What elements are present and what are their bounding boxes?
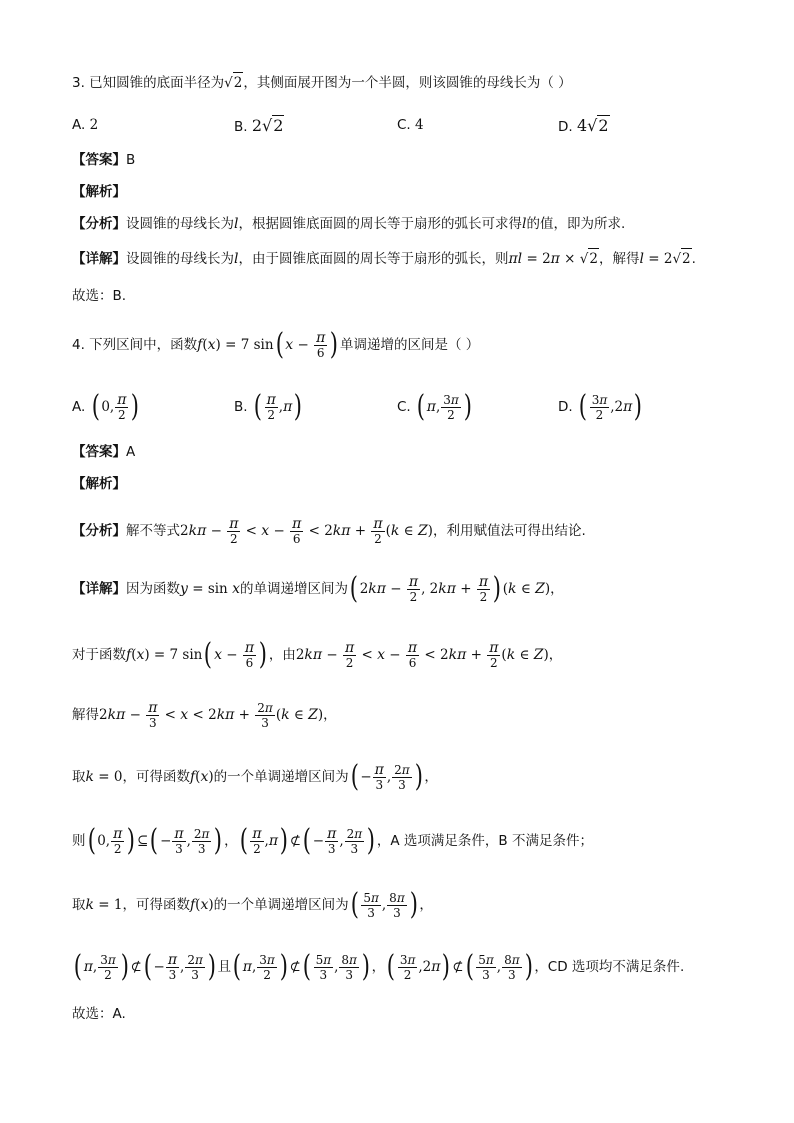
q4-line-1: 对于函数f(x) = 7 sin( x − $\frac{\pi}{6}$ ) ，由2kπ − $\frac{\pi}{2}$ < x − $\frac{\pi}{6}$ < 2kπ + $\frac{\pi}{2}$ (k ∈ Z)，	[72, 637, 563, 672]
q3-option-c[interactable]: C. 4	[397, 117, 424, 133]
q4-guxuan: 故选：A.	[72, 1006, 126, 1022]
q4-line-3: 取k = 0，可得函数f(x)的一个单调递增区间为( − $\frac{\pi}{3}$ , $\frac{2\pi}{3}$ ) ，	[72, 759, 438, 794]
q4-answer: 【答案】A	[72, 444, 136, 460]
q3-guxuan: 故选：B.	[72, 288, 127, 304]
q4-line-4: 则( 0, $\frac{\pi}{2}$ ) ⊆( − $\frac{\pi}{3}$ , $\frac{2\pi}{3}$ ) ，( $\frac{\pi}{2}$ ,π) ⊄( − $\frac{\pi}{3}$ , $\frac{2\pi}{3}$ ) ，A 选项满足条件，B 不满足条件；	[72, 823, 593, 858]
q3-option-d[interactable]: D. 4√2	[558, 116, 609, 135]
sqrt2: √2	[224, 75, 243, 91]
q4-stem: 4. 下列区间中，函数f(x) = 7 sin( x − $\frac{\pi}{6}$ ) 单调递增的区间是（ ）	[72, 327, 480, 362]
q4-xiangjie: 【详解】因为函数y = sin x的单调递增区间为( 2kπ − $\frac{\pi}{2}$ , 2kπ + $\frac{\pi}{2}$ ) (k ∈ Z)，	[72, 571, 564, 606]
q4-line-6: ( π, $\frac{3\pi}{2}$ ) ⊄( − $\frac{\pi}{3}$ , $\frac{2\pi}{3}$ ) 且( π, $\frac{3\pi}{2}$ ) ⊄( $\frac{5\pi}{3}$ , $\frac{8\pi}{3}$ ) ，( $\frac{3\pi}{2}$ ,2π) ⊄( $\frac{5\pi}{3}$ , $\frac{8\pi}{3}$ ) ，CD 选项均不满足条件.	[73, 949, 685, 984]
q4-option-d[interactable]: D. ( $\frac{3\pi}{2}$ ,2π)	[558, 389, 643, 424]
q4-option-b[interactable]: B. ( $\frac{\pi}{2}$ ,π)	[234, 389, 303, 424]
q3-jiexi: 【解析】	[72, 184, 126, 200]
q4-option-a[interactable]: A. ( 0, $\frac{\pi}{2}$ )	[72, 389, 140, 424]
q3-stem: 3. 已知圆锥的底面半径为√2，其侧面展开图为一个半圆，则该圆锥的母线长为（ ）	[72, 72, 572, 93]
q4-fenxi: 【分析】解不等式2kπ − $\frac{\pi}{2}$ < x − $\frac{\pi}{6}$ < 2kπ + $\frac{\pi}{2}$ (k ∈ Z)，利用赋值法可得出结论.	[72, 515, 586, 546]
q4-line-2: 解得2kπ − $\frac{\pi}{3}$ < x < 2kπ + $\frac{2\pi}{3}$ (k ∈ Z)，	[72, 699, 337, 730]
q3-option-b[interactable]: B. 2√2	[234, 116, 284, 135]
q3-xiangjie: 【详解】设圆锥的母线长为l，由于圆锥底面圆的周长等于扇形的弧长，则πl = 2π × √2，解得l = 2√2.	[72, 248, 696, 269]
q3-fenxi: 【分析】设圆锥的母线长为l，根据圆锥底面圆的周长等于扇形的弧长可求得l的值，即为所求.	[72, 216, 626, 232]
q4-option-c[interactable]: C. ( π, $\frac{3\pi}{2}$ )	[397, 389, 472, 424]
q4-line-5: 取k = 1，可得函数f(x)的一个单调递增区间为( $\frac{5\pi}{3}$ , $\frac{8\pi}{3}$ ) ，	[72, 887, 433, 922]
q3-option-a[interactable]: A. 2	[72, 117, 99, 133]
q4-jiexi: 【解析】	[72, 476, 126, 492]
q3-answer: 【答案】B	[72, 152, 136, 168]
